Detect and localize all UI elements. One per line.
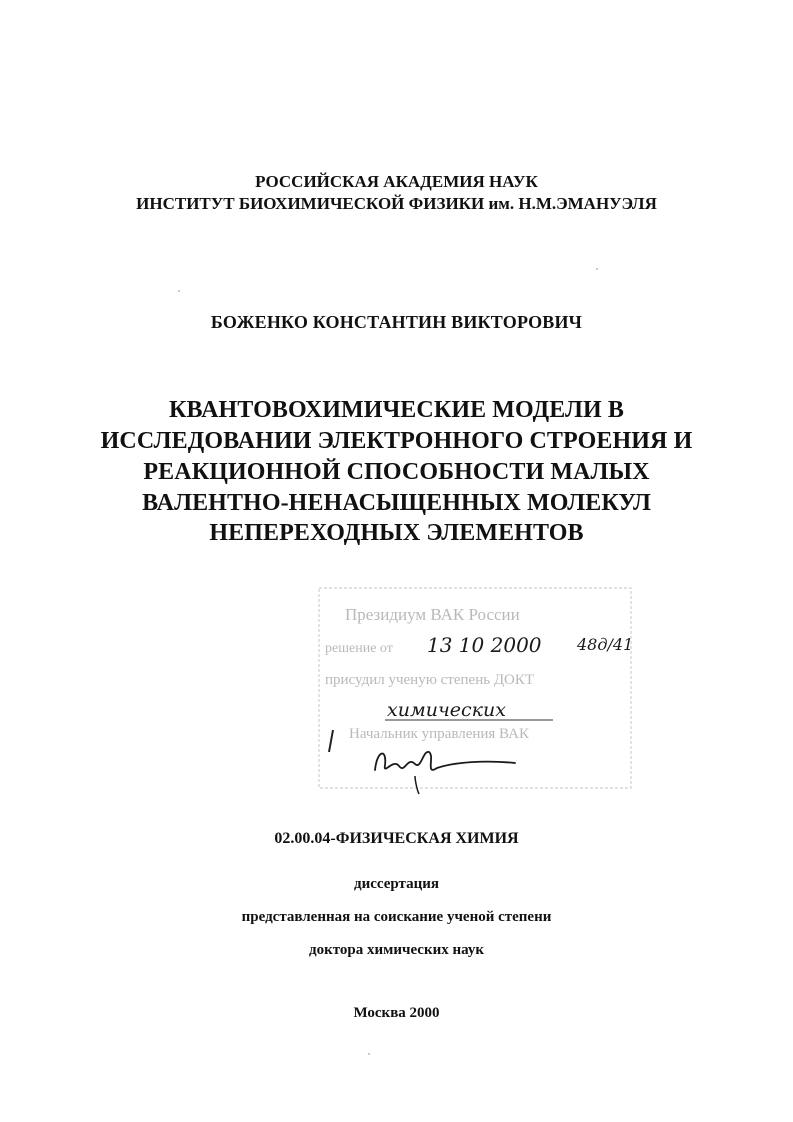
vak-stamp [315, 580, 635, 805]
title-line: РЕАКЦИОННОЙ СПОСОБНОСТИ МАЛЫХ [143, 459, 650, 485]
title-line: КВАНТОВОХИМИЧЕСКИЕ МОДЕЛИ В [169, 397, 624, 423]
place-year: Москва 2000 [353, 1005, 440, 1021]
title-line: ИССЛЕДОВАНИИ ЭЛЕКТРОННОГО СТРОЕНИЯ И [100, 428, 693, 454]
stamp-line: Начальник управления ВАК [349, 726, 529, 742]
specialty-code: 02.00.04-ФИЗИЧЕСКАЯ ХИМИЯ [274, 830, 519, 847]
stamp-line: Президиум ВАК России [345, 605, 520, 624]
degree-name: доктора химических наук [308, 942, 484, 958]
degree-purpose: представленная на соискание ученой степени [241, 909, 552, 925]
handwritten-number: 48д/41 [577, 635, 634, 654]
scan-speck [178, 290, 180, 292]
academy-name: РОССИЙСКАЯ АКАДЕМИЯ НАУК [255, 172, 538, 191]
author-name: БОЖЕНКО КОНСТАНТИН ВИКТОРОВИЧ [210, 312, 583, 332]
handwritten-date: 13 10 2000 [427, 633, 542, 657]
signature [375, 752, 515, 770]
document-type: диссертация [354, 876, 439, 892]
title-line: ВАЛЕНТНО-НЕНАСЫЩЕННЫХ МОЛЕКУЛ [142, 490, 651, 516]
institute-name: ИНСТИТУТ БИОХИМИЧЕСКОЙ ФИЗИКИ им. Н.М.ЭМАНУЭЛЯ [136, 194, 657, 213]
handwritten-field: химических [387, 699, 506, 721]
margin-mark [329, 730, 333, 752]
title-line: НЕПЕРЕХОДНЫХ ЭЛЕМЕНТОВ [209, 520, 584, 546]
scan-speck [368, 1053, 370, 1055]
signature-tail [415, 776, 419, 794]
stamp-line: присудил ученую степень ДОКТ [325, 672, 535, 688]
scan-speck [596, 268, 598, 270]
stamp-line: решение от [325, 641, 393, 656]
